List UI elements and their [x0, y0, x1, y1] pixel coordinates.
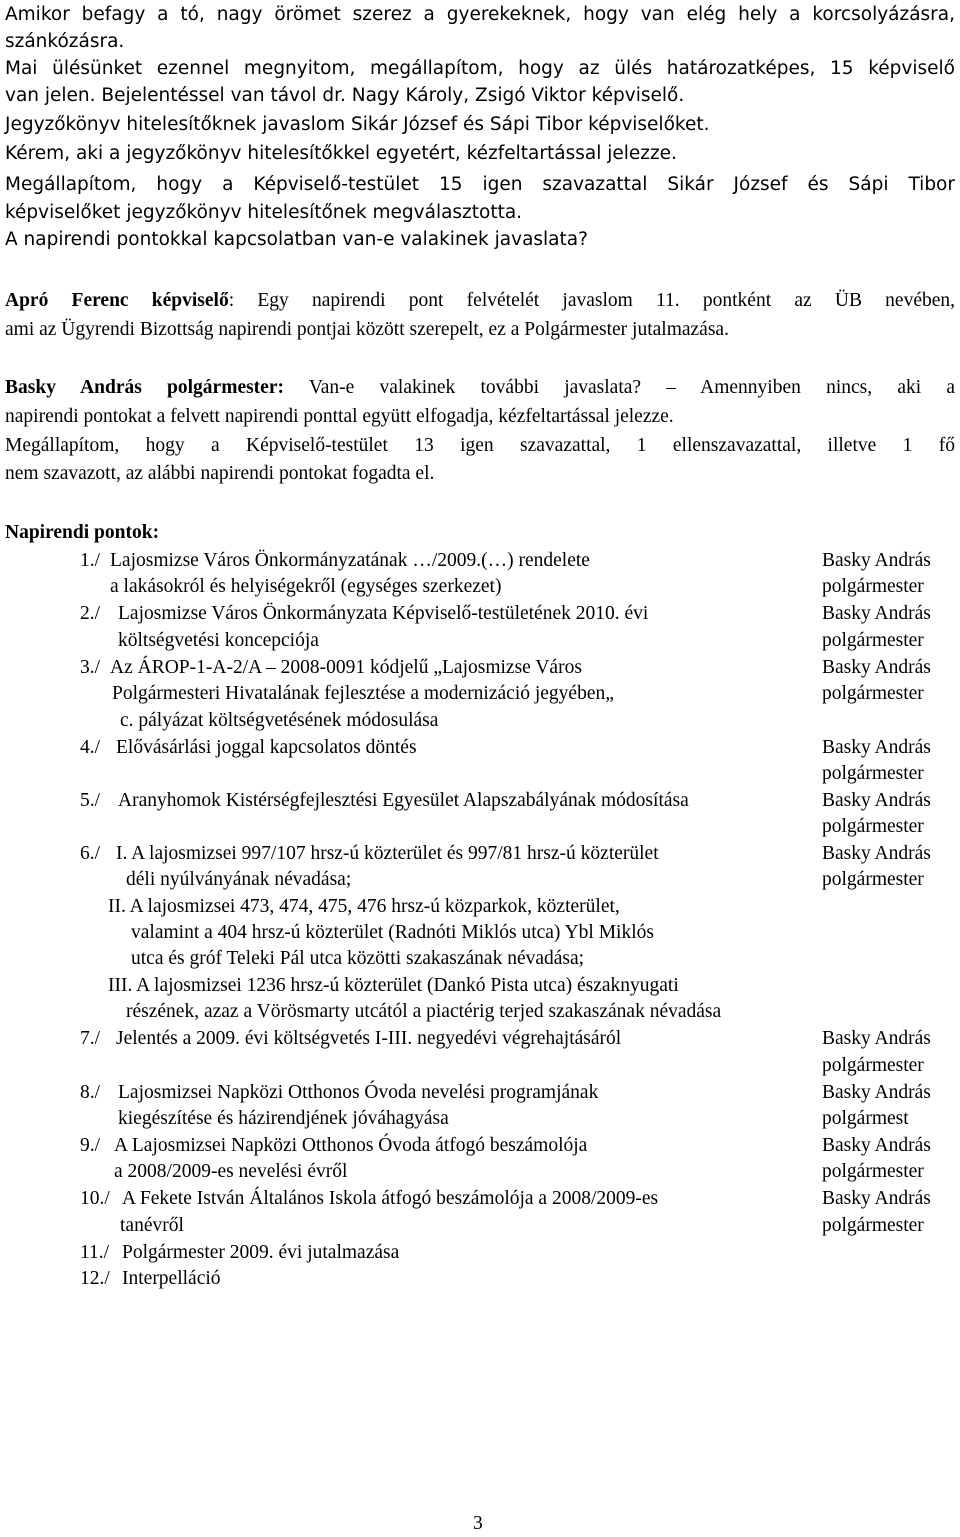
agenda-item-text: tanévről — [120, 1215, 184, 1236]
agenda-item-text: Lajosmizse Város Önkormányzatának …/2009.(…) rendelete — [110, 550, 590, 571]
presenter-name: Basky András — [822, 1028, 931, 1049]
presenter-title: polgármester — [822, 816, 924, 837]
agenda-item-number: 5./ — [80, 790, 101, 811]
agenda-item-text: Az ÁROP-1-A-2/A – 2008-0091 kódjelű „Lajosmizse Város — [110, 657, 582, 678]
basky-statement-line: napirendi pontokat a felvett napirendi ponttal együtt elfogadja, kézfeltartással jelezze. — [5, 406, 674, 427]
speaker-name: Basky András polgármester: — [5, 377, 284, 398]
presenter-title: polgármester — [822, 869, 924, 890]
agenda-item-number: 3./ — [80, 657, 101, 678]
agenda-item-text: I. A lajosmizsei 997/107 hrsz-ú közterület és 997/81 hrsz-ú közterület — [116, 843, 659, 864]
agenda-item-text: III. A lajosmizsei 1236 hrsz-ú közterület (Dankó Pista utca) északnyugati — [108, 975, 679, 996]
agenda-item-number: 1./ — [80, 550, 101, 571]
presenter-title: polgármester — [822, 630, 924, 651]
intro-line: van jelen. Bejelentéssel van távol dr. Nagy Károly, Zsigó Viktor képviselő. — [5, 85, 685, 106]
agenda-item-text: Lajosmizse Város Önkormányzata Képviselő-testületének 2010. évi — [118, 603, 649, 624]
presenter-name: Basky András — [822, 790, 931, 811]
agenda-item-text: részének, azaz a Vörösmarty utcától a piactérig terjed szakaszának névadása — [126, 1001, 722, 1022]
agenda-item-number: 11./ — [80, 1242, 110, 1263]
apro-statement-line — [5, 288, 955, 314]
presenter-title: polgármest — [822, 1108, 909, 1129]
agenda-item-text: c. pályázat költségvetésének módosulása — [120, 710, 439, 731]
agenda-item-number: 12./ — [80, 1268, 110, 1289]
presenter-name: Basky András — [822, 1188, 931, 1209]
intro-line: Megállapítom, hogy a Képviselő-testület 15 igen szavazattal Sikár József és Sápi Tibor — [5, 174, 955, 195]
basky-statement-line: Megállapítom, hogy a Képviselő-testület 13 igen szavazattal, 1 ellenszavazattal, illetve 1 fő — [5, 435, 955, 456]
agenda-item-number: 8./ — [80, 1082, 101, 1103]
speaker-name: Apró Ferenc képviselő — [5, 290, 229, 311]
intro-line: képviselőket jegyzőkönyv hitelesítőnek megválasztotta. — [5, 202, 523, 223]
intro-line: Kérem, aki a jegyzőkönyv hitelesítőkkel egyetért, kézfeltartással jelezze. — [5, 143, 677, 164]
agenda-item-text: Polgármesteri Hivatalának fejlesztése a modernizáció jegyében„ — [112, 683, 614, 704]
agenda-item-text: kiegészítése és házirendjének jóváhagyása — [118, 1108, 449, 1129]
agenda-item-text: Jelentés a 2009. évi költségvetés I-III. negyedévi végrehajtásáról — [116, 1028, 622, 1049]
agenda-item-text: költségvetési koncepciója — [118, 630, 319, 651]
presenter-name: Basky András — [822, 603, 931, 624]
presenter-title: polgármester — [822, 1055, 924, 1076]
agenda-item-number: 4./ — [80, 737, 101, 758]
basky-statement-line: nem szavazott, az alábbi napirendi pontokat fogadta el. — [5, 463, 435, 484]
presenter-name: Basky András — [822, 737, 931, 758]
apro-text: : Egy napirendi pont felvételét javaslom 11. pontként az ÜB nevében, — [228, 290, 956, 311]
presenter-name: Basky András — [822, 657, 931, 678]
agenda-item-text: utca és gróf Teleki Pál utca közötti szakaszának névadása; — [131, 948, 585, 969]
agenda-item-text: Elővásárlási joggal kapcsolatos döntés — [116, 737, 417, 758]
agenda-item-text: Polgármester 2009. évi jutalmazása — [122, 1242, 400, 1263]
agenda-item-text: II. A lajosmizsei 473, 474, 475, 476 hrsz-ú közparkok, közterület, — [108, 896, 620, 917]
agenda-item-number: 2./ — [80, 603, 101, 624]
apro-statement-line: ami az Ügyrendi Bizottság napirendi pontjai között szerepelt, ez a Polgármester jutalmazása. — [5, 319, 729, 340]
intro-line: szánkózásra. — [5, 31, 125, 52]
intro-line: Jegyzőkönyv hitelesítőknek javaslom Sikár József és Sápi Tibor képviselőket. — [5, 114, 710, 135]
agenda-item-number: 10./ — [80, 1188, 110, 1209]
basky-statement-line — [5, 375, 955, 401]
agenda-item-text: A Lajosmizsei Napközi Otthonos Óvoda átfogó beszámolója — [114, 1135, 588, 1156]
presenter-name: Basky András — [822, 843, 931, 864]
presenter-title: polgármester — [822, 1215, 924, 1236]
presenter-title: polgármester — [822, 1161, 924, 1182]
agenda-item-text: Lajosmizsei Napközi Otthonos Óvoda nevelési programjának — [118, 1082, 599, 1103]
presenter-title: polgármester — [822, 683, 924, 704]
dash: – — [666, 377, 677, 398]
page-number: 3 — [473, 1513, 483, 1534]
agenda-item-number: 9./ — [80, 1135, 101, 1156]
presenter-title: polgármester — [822, 576, 924, 597]
agenda-item-text: a lakásokról és helyiségekről (egységes szerkezet) — [110, 576, 502, 597]
agenda-heading: Napirendi pontok: — [5, 522, 160, 543]
basky-text: Amennyiben nincs, aki a — [676, 377, 955, 398]
presenter-name: Basky András — [822, 1082, 931, 1103]
agenda-item-text: Interpelláció — [122, 1268, 221, 1289]
agenda-item-text: a 2008/2009-es nevelési évről — [114, 1161, 348, 1182]
agenda-item-text: déli nyúlványának névadása; — [126, 869, 352, 890]
intro-line: A napirendi pontokkal kapcsolatban van-e valakinek javaslata? — [5, 229, 588, 250]
agenda-item-text: valamint a 404 hrsz-ú közterület (Radnóti Miklós utca) Ybl Miklós — [131, 922, 654, 943]
presenter-name: Basky András — [822, 1135, 931, 1156]
presenter-name: Basky András — [822, 550, 931, 571]
intro-line: Amikor befagy a tó, nagy örömet szerez a gyerekeknek, hogy van elég hely a korcsolyázásra, — [5, 4, 955, 25]
agenda-item-text: Aranyhomok Kistérségfejlesztési Egyesület Alapszabályának módosítása — [118, 790, 689, 811]
basky-text: Van-e valakinek további javaslata? — [283, 377, 667, 398]
intro-line: Mai ülésünket ezennel megnyitom, megállapítom, hogy az ülés határozatképes, 15 képviselő — [5, 58, 955, 79]
agenda-item-number: 7./ — [80, 1028, 101, 1049]
presenter-title: polgármester — [822, 763, 924, 784]
agenda-item-text: A Fekete István Általános Iskola átfogó beszámolója a 2008/2009-es — [122, 1188, 659, 1209]
agenda-item-number: 6./ — [80, 843, 101, 864]
